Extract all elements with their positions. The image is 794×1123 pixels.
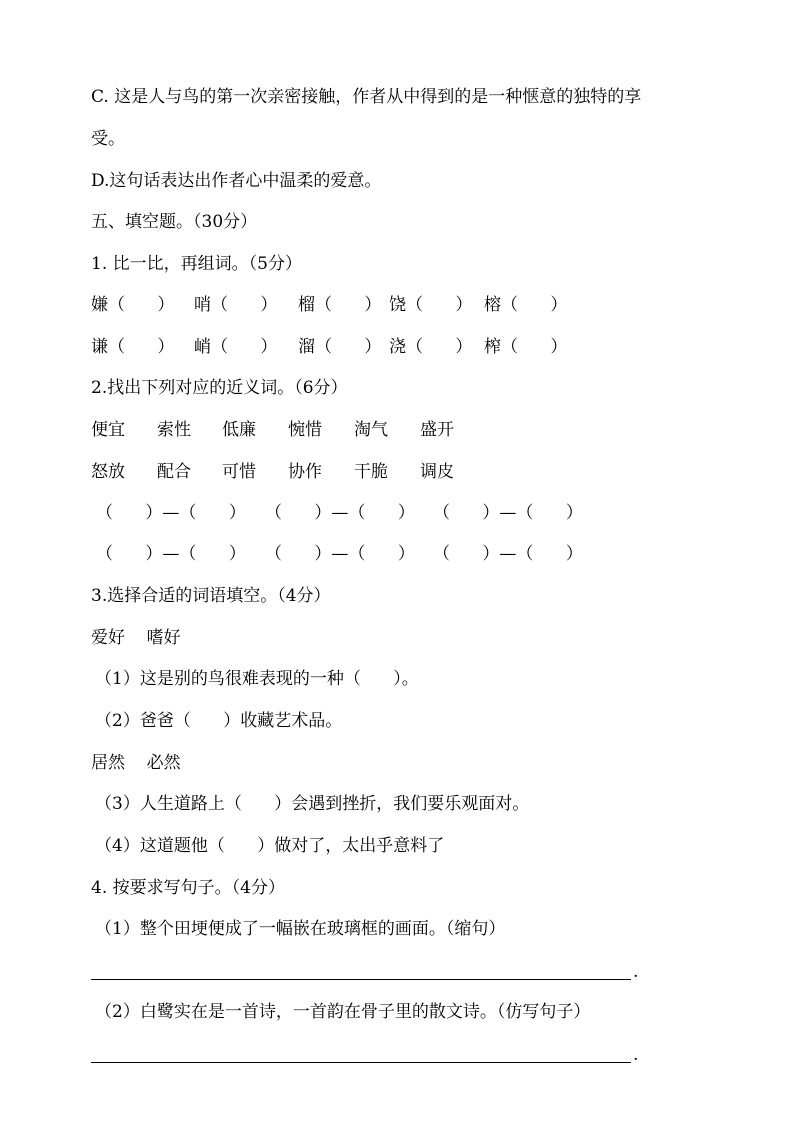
q1-title: 1. 比一比，再组词。（5分） bbox=[91, 254, 302, 274]
q2-pair-blank: （ ）—（ ） bbox=[96, 503, 246, 523]
q4-sentence: （2）白鹭实在是一首诗，一首韵在骨子里的散文诗。（仿写句子） bbox=[95, 1002, 591, 1022]
q1-row2-item: 谦（ ） bbox=[91, 337, 175, 357]
q3-sentence: （2）爸爸（ ）收藏艺术品。 bbox=[95, 711, 343, 731]
q2-title: 2.找出下列对应的近义词。（6分） bbox=[91, 378, 348, 398]
q3-sentence: （4）这道题他（ ）做对了，太出乎意料了 bbox=[95, 836, 445, 856]
q3-sentence: （3）人生道路上（ ）会遇到挫折，我们要乐观面对。 bbox=[95, 794, 530, 814]
answer-line-end: . bbox=[633, 962, 639, 982]
q2-pair-blank: （ ）—（ ） bbox=[433, 544, 583, 564]
q2-word: 可惜 bbox=[222, 462, 256, 482]
q2-word: 便宜 bbox=[91, 420, 125, 440]
answer-line-end: . bbox=[633, 1045, 639, 1065]
q2-pair-blank: （ ）—（ ） bbox=[265, 544, 415, 564]
q2-word: 怒放 bbox=[91, 462, 125, 482]
q1-row1-item: 嫌（ ） bbox=[91, 295, 175, 315]
q3-word-group: 爱好 嗜好 bbox=[91, 628, 181, 648]
q1-row2-item: 榨（ ） bbox=[484, 337, 568, 357]
q2-pair-blank: （ ）—（ ） bbox=[433, 503, 583, 523]
q2-word: 配合 bbox=[157, 462, 191, 482]
q2-word: 惋惜 bbox=[288, 420, 322, 440]
q2-word: 索性 bbox=[157, 420, 191, 440]
q4-title: 4. 按要求写句子。（4分） bbox=[91, 878, 285, 898]
q1-row1-item: 榕（ ） bbox=[484, 295, 568, 315]
answer-line bbox=[91, 979, 631, 980]
q2-word: 盛开 bbox=[420, 420, 454, 440]
option-c-line2: 受。 bbox=[91, 129, 125, 149]
q1-row2-item: 溜（ ） bbox=[298, 337, 382, 357]
q2-word: 淘气 bbox=[354, 420, 388, 440]
q1-row1-item: 哨（ ） bbox=[194, 295, 278, 315]
option-d: D.这句话表达出作者心中温柔的爱意。 bbox=[91, 171, 382, 191]
q4-sentence: （1）整个田埂便成了一幅嵌在玻璃框的画面。（缩句） bbox=[95, 919, 506, 939]
answer-line bbox=[91, 1062, 631, 1063]
q2-pair-blank: （ ）—（ ） bbox=[96, 544, 246, 564]
q2-word: 调皮 bbox=[420, 462, 454, 482]
q1-row1-item: 榴（ ） bbox=[298, 295, 382, 315]
q1-row1-item: 饶（ ） bbox=[389, 295, 473, 315]
q2-word: 干脆 bbox=[354, 462, 388, 482]
section-title: 五、填空题。（30分） bbox=[91, 212, 258, 232]
q3-sentence: （1）这是别的鸟很难表现的一种（ ）。 bbox=[95, 669, 419, 689]
q1-row2-item: 峭（ ） bbox=[194, 337, 278, 357]
q3-title: 3.选择合适的词语填空。（4分） bbox=[91, 586, 331, 606]
option-c-line1: C. 这是人与鸟的第一次亲密接触，作者从中得到的是一种惬意的独特的享 bbox=[91, 87, 642, 107]
q3-word-group: 居然 必然 bbox=[91, 753, 181, 773]
q2-pair-blank: （ ）—（ ） bbox=[265, 503, 415, 523]
q1-row2-item: 浇（ ） bbox=[389, 337, 473, 357]
q2-word: 低廉 bbox=[222, 420, 256, 440]
q2-word: 协作 bbox=[288, 462, 322, 482]
